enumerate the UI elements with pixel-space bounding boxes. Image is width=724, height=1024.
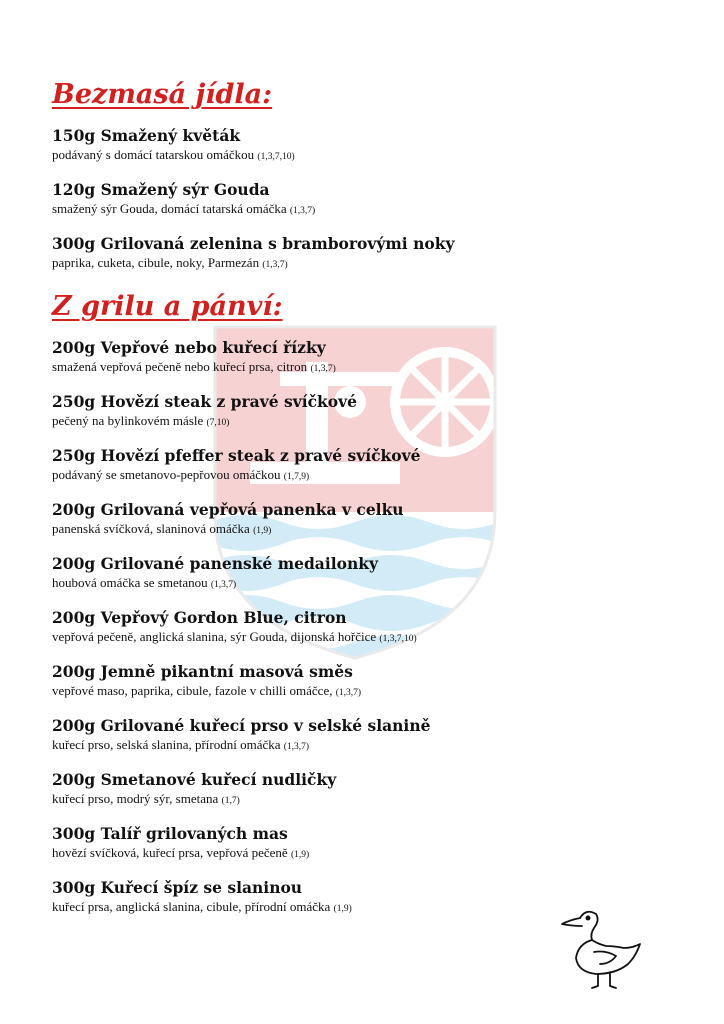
item-name: 120g Smažený sýr Gouda xyxy=(52,180,270,199)
allergens: (1,3,7) xyxy=(310,364,336,374)
menu-item xyxy=(52,500,692,540)
item-name: 200g Vepřový Gordon Blue, citron xyxy=(52,608,347,627)
menu-item xyxy=(52,554,692,594)
menu-item xyxy=(52,392,692,432)
allergens: (1,3,7,10) xyxy=(379,634,417,644)
duck-icon xyxy=(558,906,644,992)
item-description xyxy=(52,574,692,594)
item-name: 300g Grilovaná zelenina s bramborovými noky xyxy=(52,234,455,253)
allergens: (1,3,7) xyxy=(262,260,288,270)
item-description xyxy=(52,790,692,810)
item-description xyxy=(52,844,692,864)
item-description xyxy=(52,682,692,702)
allergens: (1,3,7) xyxy=(283,742,310,752)
menu-item xyxy=(52,608,692,648)
allergens: (1,3,7) xyxy=(289,206,316,216)
section-grill xyxy=(52,290,692,918)
item-description xyxy=(52,736,692,756)
item-desc-text: kuřecí prsa, anglická slanina, cibule, přírodní omáčka xyxy=(52,899,331,914)
menu-item xyxy=(52,662,692,702)
item-name: 200g Grilované kuřecí prso v selské slanině xyxy=(52,716,431,735)
allergens: (1,9) xyxy=(333,904,352,914)
section-title: Z grilu a pánví: xyxy=(52,291,283,322)
section-title: Bezmasá jídla: xyxy=(52,79,273,110)
section-meatless xyxy=(52,78,692,274)
item-description xyxy=(52,146,692,166)
item-description xyxy=(52,520,692,540)
item-desc-text: pečený na bylinkovém másle xyxy=(52,413,204,428)
menu-item xyxy=(52,446,692,486)
item-name: 150g Smažený květák xyxy=(52,126,241,145)
item-description xyxy=(52,628,692,648)
menu-item xyxy=(52,180,692,220)
item-description xyxy=(52,412,692,432)
menu-item xyxy=(52,770,692,810)
item-description xyxy=(52,200,692,220)
allergens: (1,3,7) xyxy=(210,580,237,590)
item-name: 200g Vepřové nebo kuřecí řízky xyxy=(52,338,326,357)
allergens: (1,7) xyxy=(221,796,240,806)
allergens: (1,7,9) xyxy=(283,472,310,482)
allergens: (1,3,7) xyxy=(335,688,362,698)
item-desc-text: paprika, cuketa, cibule, noky, Parmezán xyxy=(52,255,260,270)
item-desc-text: kuřecí prso, selská slanina, přírodní omáčka xyxy=(52,737,281,752)
item-name: 250g Hovězí steak z pravé svíčkové xyxy=(52,392,357,411)
menu-item xyxy=(52,824,692,864)
menu-item xyxy=(52,716,692,756)
item-name: 250g Hovězí pfeffer steak z pravé svíčkové xyxy=(52,446,421,465)
item-desc-text: smažená vepřová pečeně nebo kuřecí prsa, citron xyxy=(52,359,308,374)
item-name: 300g Kuřecí špíz se slaninou xyxy=(52,878,303,897)
item-name: 200g Grilované panenské medailonky xyxy=(52,554,378,573)
item-desc-text: podávaný s domácí tatarskou omáčkou xyxy=(52,147,255,162)
item-description xyxy=(52,466,692,486)
allergens: (1,9) xyxy=(290,850,310,860)
allergens: (1,3,7,10) xyxy=(257,152,295,162)
allergens: (1,9) xyxy=(253,526,272,536)
item-description xyxy=(52,358,692,378)
item-desc-text: podávaný se smetanovo-pepřovou omáčkou xyxy=(52,467,281,482)
item-desc-text: houbová omáčka se smetanou xyxy=(52,575,208,590)
item-desc-text: vepřová pečeně, anglická slanina, sýr Gouda, dijonská hořčice xyxy=(52,629,377,644)
item-name: 300g Talíř grilovaných mas xyxy=(52,824,288,843)
item-desc-text: panenská svíčková, slaninová omáčka xyxy=(52,521,250,536)
menu-item xyxy=(52,126,692,166)
menu-item xyxy=(52,234,692,274)
item-desc-text: hovězí svíčková, kuřecí prsa, vepřová pečeně xyxy=(52,845,288,860)
item-description xyxy=(52,254,692,274)
item-name: 200g Smetanové kuřecí nudličky xyxy=(52,770,337,789)
item-desc-text: smažený sýr Gouda, domácí tatarská omáčka xyxy=(52,201,287,216)
item-desc-text: vepřové maso, paprika, cibule, fazole v chilli omáčce, xyxy=(52,683,333,698)
item-name: 200g Grilovaná vepřová panenka v celku xyxy=(52,500,404,519)
menu-page xyxy=(52,78,692,932)
item-name: 200g Jemně pikantní masová směs xyxy=(52,662,353,681)
menu-item xyxy=(52,338,692,378)
item-desc-text: kuřecí prso, modrý sýr, smetana xyxy=(52,791,219,806)
allergens: (7,10) xyxy=(206,418,230,428)
